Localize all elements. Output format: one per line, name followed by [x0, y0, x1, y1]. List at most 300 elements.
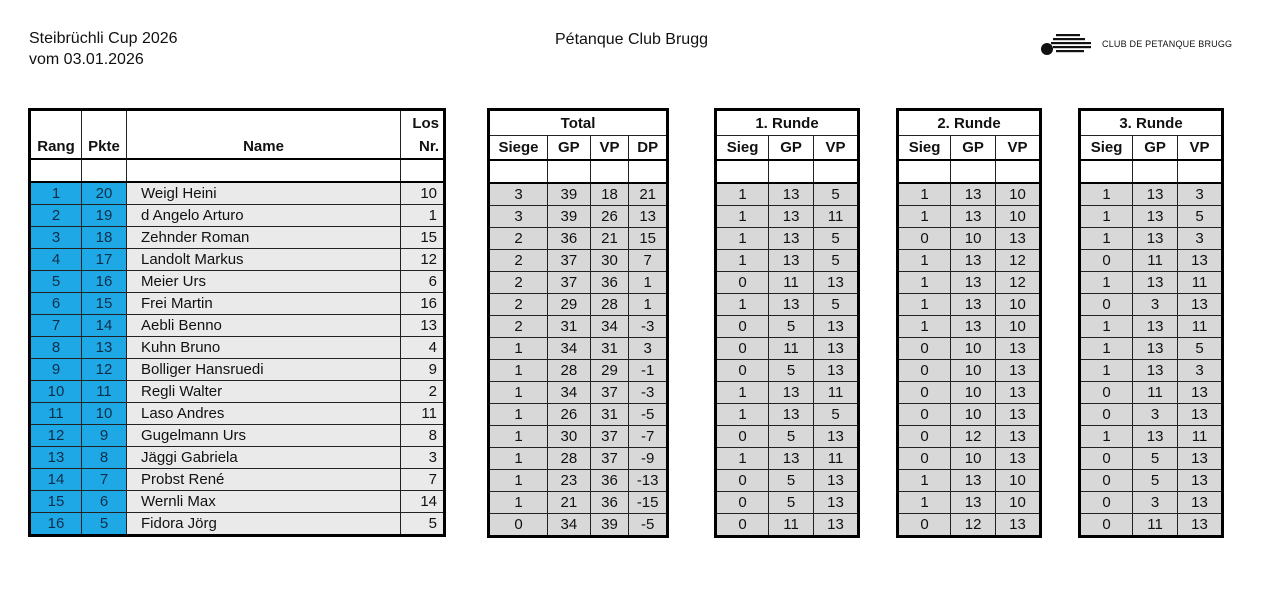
name-cell: Landolt Markus	[127, 249, 401, 271]
table-row	[716, 250, 859, 272]
runde2-title: 2. Runde	[898, 110, 1041, 136]
total-dp-cell: -1	[629, 360, 668, 382]
table-row	[898, 272, 1041, 294]
table-row	[489, 250, 668, 272]
runde2-vp-cell: 12	[996, 250, 1041, 272]
runde1-vp-cell: 13	[814, 426, 859, 448]
runde1-gp-cell: 11	[769, 338, 814, 360]
table-row	[30, 182, 445, 205]
runde3-gp-cell: 13	[1133, 426, 1178, 448]
rang-cell: 10	[30, 381, 82, 403]
name-cell: Weigl Heini	[127, 182, 401, 205]
name-cell: Zehnder Roman	[127, 227, 401, 249]
club-name: Pétanque Club Brugg	[555, 31, 708, 48]
col-los-header: Los	[401, 110, 445, 136]
rang-cell: 11	[30, 403, 82, 425]
table-row	[716, 294, 859, 316]
pkte-cell: 8	[82, 447, 127, 469]
total-vp-cell: 30	[590, 250, 629, 272]
runde3-vp-cell: 13	[1178, 514, 1223, 537]
total-siege-cell: 1	[489, 426, 548, 448]
total-dp-cell: -9	[629, 448, 668, 470]
name-cell: Meier Urs	[127, 271, 401, 293]
runde2-sieg-cell: 0	[898, 426, 951, 448]
total-vp-cell: 29	[590, 360, 629, 382]
runde2-vp-cell: 10	[996, 206, 1041, 228]
runde2-gp-cell: 10	[951, 382, 996, 404]
total-dp-cell: -13	[629, 470, 668, 492]
logo-text: CLUB DE PETANQUE BRUGG	[1102, 39, 1233, 49]
table-row	[1080, 206, 1223, 228]
table-row	[30, 249, 445, 271]
runde1-col-vp: VP	[814, 136, 859, 161]
name-cell: Kuhn Bruno	[127, 337, 401, 359]
runde2-vp-cell: 12	[996, 272, 1041, 294]
runde3-sieg-cell: 0	[1080, 514, 1133, 537]
runde1-gp-cell: 13	[769, 382, 814, 404]
total-siege-cell: 1	[489, 470, 548, 492]
total-gp-cell: 23	[547, 470, 590, 492]
runde3-gp-cell: 5	[1133, 448, 1178, 470]
pkte-cell: 17	[82, 249, 127, 271]
total-gp-cell: 28	[547, 448, 590, 470]
runde1-vp-cell: 13	[814, 514, 859, 537]
runde2-gp-cell: 10	[951, 338, 996, 360]
table-row	[30, 271, 445, 293]
runde3-col-gp: GP	[1133, 136, 1178, 161]
table-row	[898, 228, 1041, 250]
runde3-vp-cell: 13	[1178, 492, 1223, 514]
runde3-gp-cell: 13	[1133, 272, 1178, 294]
table-row	[489, 316, 668, 338]
runde3-sieg-cell: 0	[1080, 382, 1133, 404]
total-dp-cell: 15	[629, 228, 668, 250]
runde2-gp-cell: 10	[951, 360, 996, 382]
col-name-header: Name	[127, 135, 401, 159]
table-row	[489, 448, 668, 470]
table-row	[489, 294, 668, 316]
table-row	[1080, 272, 1223, 294]
rang-cell: 9	[30, 359, 82, 381]
total-dp-cell: -5	[629, 514, 668, 537]
total-siege-cell: 1	[489, 492, 548, 514]
pkte-cell: 13	[82, 337, 127, 359]
runde2-gp-cell: 13	[951, 294, 996, 316]
table-row	[1080, 448, 1223, 470]
total-siege-cell: 1	[489, 382, 548, 404]
table-row	[489, 470, 668, 492]
table-row	[898, 316, 1041, 338]
runde3-gp-cell: 3	[1133, 404, 1178, 426]
rang-cell: 14	[30, 469, 82, 491]
los-cell: 9	[401, 359, 445, 381]
name-cell: d Angelo Arturo	[127, 205, 401, 227]
runde2-vp-cell: 13	[996, 448, 1041, 470]
runde3-gp-cell: 3	[1133, 294, 1178, 316]
name-cell: Fidora Jörg	[127, 513, 401, 536]
table-row	[716, 514, 859, 537]
runde1-gp-cell: 13	[769, 294, 814, 316]
runde2-gp-cell: 13	[951, 492, 996, 514]
table-row	[898, 382, 1041, 404]
pkte-cell: 5	[82, 513, 127, 536]
runde1-gp-cell: 13	[769, 404, 814, 426]
total-gp-cell: 39	[547, 206, 590, 228]
runde2-vp-cell: 10	[996, 470, 1041, 492]
table-row	[1080, 250, 1223, 272]
total-siege-cell: 1	[489, 448, 548, 470]
col-rang-header: Rang	[30, 135, 82, 159]
total-gp-cell: 37	[547, 250, 590, 272]
runde1-sieg-cell: 1	[716, 382, 769, 404]
runde3-gp-cell: 13	[1133, 316, 1178, 338]
los-cell: 4	[401, 337, 445, 359]
pkte-cell: 10	[82, 403, 127, 425]
total-gp-cell: 28	[547, 360, 590, 382]
runde3-sieg-cell: 0	[1080, 470, 1133, 492]
runde2-vp-cell: 10	[996, 183, 1041, 206]
runde3-col-vp: VP	[1178, 136, 1223, 161]
runde2-gp-cell: 13	[951, 183, 996, 206]
runde1-table	[714, 108, 860, 538]
total-gp-cell: 37	[547, 272, 590, 294]
runde1-sieg-cell: 1	[716, 404, 769, 426]
runde2-sieg-cell: 1	[898, 206, 951, 228]
col-nr-header: Nr.	[401, 135, 445, 159]
runde3-sieg-cell: 0	[1080, 294, 1133, 316]
runde1-sieg-cell: 1	[716, 206, 769, 228]
rang-cell: 3	[30, 227, 82, 249]
los-cell: 13	[401, 315, 445, 337]
total-dp-cell: 1	[629, 272, 668, 294]
runde2-vp-cell: 10	[996, 294, 1041, 316]
runde1-vp-cell: 5	[814, 404, 859, 426]
table-row	[898, 492, 1041, 514]
total-siege-cell: 3	[489, 206, 548, 228]
total-gp-cell: 34	[547, 338, 590, 360]
total-dp-cell: -3	[629, 316, 668, 338]
runde3-gp-cell: 11	[1133, 382, 1178, 404]
runde2-vp-cell: 13	[996, 426, 1041, 448]
runde2-sieg-cell: 0	[898, 228, 951, 250]
rang-cell: 15	[30, 491, 82, 513]
table-row	[489, 360, 668, 382]
runde3-table	[1078, 108, 1224, 538]
runde1-gp-cell: 5	[769, 360, 814, 382]
table-row	[716, 448, 859, 470]
total-dp-cell: -7	[629, 426, 668, 448]
total-col-dp: DP	[629, 136, 668, 161]
runde2-sieg-cell: 1	[898, 183, 951, 206]
runde2-sieg-cell: 1	[898, 250, 951, 272]
runde3-gp-cell: 13	[1133, 360, 1178, 382]
pkte-cell: 7	[82, 469, 127, 491]
runde2-gp-cell: 13	[951, 250, 996, 272]
runde2-gp-cell: 10	[951, 404, 996, 426]
total-vp-cell: 28	[590, 294, 629, 316]
runde3-vp-cell: 13	[1178, 294, 1223, 316]
tournament-title: Steibrüchli Cup 2026	[29, 30, 178, 47]
los-cell: 10	[401, 182, 445, 205]
runde2-gp-cell: 13	[951, 272, 996, 294]
table-row	[898, 426, 1041, 448]
runde3-sieg-cell: 1	[1080, 360, 1133, 382]
pkte-cell: 14	[82, 315, 127, 337]
total-siege-cell: 0	[489, 514, 548, 537]
total-vp-cell: 37	[590, 448, 629, 470]
total-dp-cell: 1	[629, 294, 668, 316]
total-siege-cell: 2	[489, 250, 548, 272]
rang-cell: 7	[30, 315, 82, 337]
table-row	[716, 426, 859, 448]
runde1-sieg-cell: 1	[716, 183, 769, 206]
runde3-gp-cell: 11	[1133, 514, 1178, 537]
runde1-col-gp: GP	[769, 136, 814, 161]
table-row	[1080, 492, 1223, 514]
runde3-vp-cell: 3	[1178, 228, 1223, 250]
table-row	[489, 514, 668, 537]
total-vp-cell: 31	[590, 338, 629, 360]
runde3-gp-cell: 11	[1133, 250, 1178, 272]
los-cell: 1	[401, 205, 445, 227]
los-cell: 16	[401, 293, 445, 315]
total-vp-cell: 31	[590, 404, 629, 426]
runde2-gp-cell: 13	[951, 470, 996, 492]
rang-cell: 2	[30, 205, 82, 227]
table-row	[30, 315, 445, 337]
pkte-cell: 6	[82, 491, 127, 513]
runde1-gp-cell: 5	[769, 426, 814, 448]
runde2-col-vp: VP	[996, 136, 1041, 161]
runde3-col-sieg: Sieg	[1080, 136, 1133, 161]
runde1-gp-cell: 11	[769, 514, 814, 537]
runde1-gp-cell: 11	[769, 272, 814, 294]
runde1-sieg-cell: 1	[716, 294, 769, 316]
runde3-sieg-cell: 1	[1080, 206, 1133, 228]
runde1-gp-cell: 13	[769, 228, 814, 250]
total-vp-cell: 39	[590, 514, 629, 537]
name-cell: Aebli Benno	[127, 315, 401, 337]
runde2-vp-cell: 10	[996, 316, 1041, 338]
runde3-vp-cell: 13	[1178, 404, 1223, 426]
runde1-sieg-cell: 0	[716, 426, 769, 448]
table-row	[30, 205, 445, 227]
table-row	[489, 338, 668, 360]
runde3-sieg-cell: 0	[1080, 448, 1133, 470]
table-row	[1080, 338, 1223, 360]
total-vp-cell: 37	[590, 382, 629, 404]
total-vp-cell: 36	[590, 492, 629, 514]
tournament-date: vom 03.01.2026	[29, 51, 144, 68]
total-siege-cell: 2	[489, 272, 548, 294]
los-cell: 2	[401, 381, 445, 403]
table-row	[1080, 470, 1223, 492]
total-dp-cell: 7	[629, 250, 668, 272]
runde1-gp-cell: 13	[769, 206, 814, 228]
club-logo	[1038, 27, 1232, 61]
runde1-vp-cell: 5	[814, 183, 859, 206]
runde1-vp-cell: 11	[814, 206, 859, 228]
pkte-cell: 15	[82, 293, 127, 315]
los-cell: 5	[401, 513, 445, 536]
runde2-sieg-cell: 1	[898, 294, 951, 316]
runde2-table	[896, 108, 1042, 538]
rang-cell: 8	[30, 337, 82, 359]
runde3-vp-cell: 5	[1178, 206, 1223, 228]
total-vp-cell: 34	[590, 316, 629, 338]
runde1-gp-cell: 13	[769, 250, 814, 272]
runde2-vp-cell: 10	[996, 492, 1041, 514]
table-row	[489, 272, 668, 294]
total-vp-cell: 36	[590, 272, 629, 294]
runde1-sieg-cell: 1	[716, 250, 769, 272]
runde3-vp-cell: 13	[1178, 470, 1223, 492]
runde1-vp-cell: 13	[814, 470, 859, 492]
runde3-gp-cell: 3	[1133, 492, 1178, 514]
total-siege-cell: 2	[489, 228, 548, 250]
los-cell: 7	[401, 469, 445, 491]
runde3-vp-cell: 11	[1178, 316, 1223, 338]
total-gp-cell: 31	[547, 316, 590, 338]
runde3-vp-cell: 5	[1178, 338, 1223, 360]
table-row	[489, 382, 668, 404]
runde3-sieg-cell: 1	[1080, 272, 1133, 294]
table-row	[1080, 228, 1223, 250]
total-gp-cell: 29	[547, 294, 590, 316]
total-gp-cell: 39	[547, 183, 590, 206]
table-row	[898, 294, 1041, 316]
runde3-vp-cell: 3	[1178, 360, 1223, 382]
runde2-vp-cell: 13	[996, 228, 1041, 250]
runde3-sieg-cell: 1	[1080, 426, 1133, 448]
runde3-vp-cell: 13	[1178, 382, 1223, 404]
table-row	[716, 404, 859, 426]
runde1-title: 1. Runde	[716, 110, 859, 136]
table-row	[898, 250, 1041, 272]
runde2-sieg-cell: 1	[898, 470, 951, 492]
total-gp-cell: 34	[547, 382, 590, 404]
runde2-vp-cell: 13	[996, 514, 1041, 537]
total-dp-cell: 21	[629, 183, 668, 206]
table-row	[1080, 514, 1223, 537]
los-cell: 6	[401, 271, 445, 293]
runde2-sieg-cell: 1	[898, 316, 951, 338]
runde1-gp-cell: 13	[769, 183, 814, 206]
table-row	[898, 404, 1041, 426]
name-cell: Laso Andres	[127, 403, 401, 425]
runde1-vp-cell: 11	[814, 382, 859, 404]
runde2-gp-cell: 10	[951, 228, 996, 250]
rang-cell: 6	[30, 293, 82, 315]
los-cell: 12	[401, 249, 445, 271]
runde2-sieg-cell: 1	[898, 492, 951, 514]
los-cell: 11	[401, 403, 445, 425]
name-cell: Regli Walter	[127, 381, 401, 403]
runde3-sieg-cell: 0	[1080, 492, 1133, 514]
runde3-gp-cell: 13	[1133, 338, 1178, 360]
total-siege-cell: 1	[489, 338, 548, 360]
runde2-sieg-cell: 0	[898, 514, 951, 537]
total-dp-cell: -3	[629, 382, 668, 404]
table-row	[898, 470, 1041, 492]
total-siege-cell: 1	[489, 404, 548, 426]
runde2-vp-cell: 13	[996, 382, 1041, 404]
los-cell: 14	[401, 491, 445, 513]
pkte-cell: 9	[82, 425, 127, 447]
rang-cell: 5	[30, 271, 82, 293]
runde3-sieg-cell: 1	[1080, 228, 1133, 250]
runde3-sieg-cell: 1	[1080, 338, 1133, 360]
runde3-sieg-cell: 0	[1080, 404, 1133, 426]
table-row	[30, 491, 445, 513]
rang-cell: 13	[30, 447, 82, 469]
pkte-cell: 20	[82, 182, 127, 205]
runde2-sieg-cell: 0	[898, 360, 951, 382]
table-row	[489, 206, 668, 228]
runde1-sieg-cell: 0	[716, 338, 769, 360]
runde1-vp-cell: 13	[814, 360, 859, 382]
runde3-gp-cell: 5	[1133, 470, 1178, 492]
total-dp-cell: 13	[629, 206, 668, 228]
name-cell: Bolliger Hansruedi	[127, 359, 401, 381]
runde2-gp-cell: 13	[951, 316, 996, 338]
runde1-vp-cell: 13	[814, 492, 859, 514]
table-row	[489, 426, 668, 448]
name-cell: Probst René	[127, 469, 401, 491]
runde3-vp-cell: 11	[1178, 272, 1223, 294]
runde1-vp-cell: 13	[814, 338, 859, 360]
table-row	[1080, 316, 1223, 338]
runde2-gp-cell: 12	[951, 514, 996, 537]
table-row	[1080, 183, 1223, 206]
runde3-gp-cell: 13	[1133, 206, 1178, 228]
table-row	[30, 469, 445, 491]
table-row	[716, 382, 859, 404]
total-dp-cell: 3	[629, 338, 668, 360]
pkte-cell: 12	[82, 359, 127, 381]
total-gp-cell: 21	[547, 492, 590, 514]
runde3-title: 3. Runde	[1080, 110, 1223, 136]
rang-cell: 16	[30, 513, 82, 536]
los-cell: 15	[401, 227, 445, 249]
document-header-left	[29, 28, 178, 70]
runde1-vp-cell: 13	[814, 316, 859, 338]
runde1-vp-cell: 5	[814, 228, 859, 250]
table-row	[716, 272, 859, 294]
runde2-vp-cell: 13	[996, 404, 1041, 426]
pkte-cell: 11	[82, 381, 127, 403]
runde1-vp-cell: 11	[814, 448, 859, 470]
runde2-sieg-cell: 0	[898, 338, 951, 360]
runde2-sieg-cell: 0	[898, 382, 951, 404]
total-gp-cell: 30	[547, 426, 590, 448]
runde2-vp-cell: 13	[996, 360, 1041, 382]
total-gp-cell: 26	[547, 404, 590, 426]
table-row	[716, 470, 859, 492]
total-col-vp: VP	[590, 136, 629, 161]
table-row	[716, 492, 859, 514]
runde1-gp-cell: 5	[769, 492, 814, 514]
table-row	[30, 403, 445, 425]
table-row	[1080, 360, 1223, 382]
runde1-gp-cell: 5	[769, 470, 814, 492]
rang-cell: 4	[30, 249, 82, 271]
petanque-ball-icon	[1038, 29, 1096, 59]
runde1-gp-cell: 13	[769, 448, 814, 470]
table-row	[30, 447, 445, 469]
table-row	[30, 359, 445, 381]
runde2-sieg-cell: 0	[898, 404, 951, 426]
